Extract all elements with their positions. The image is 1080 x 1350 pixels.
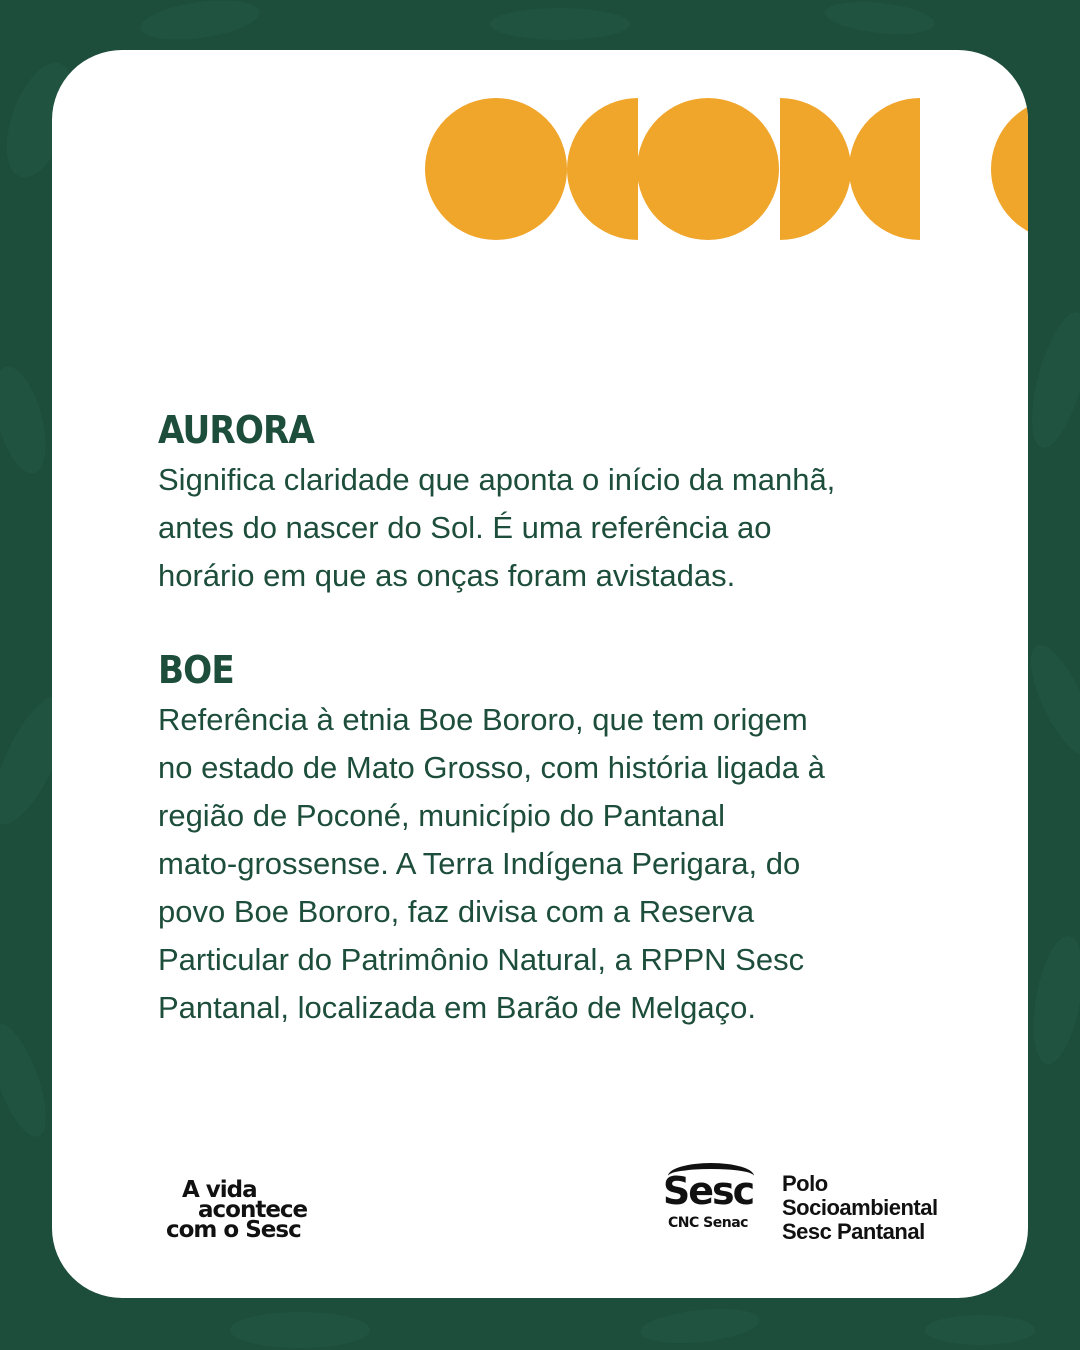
logo-subtitle: CNC Senac xyxy=(668,1215,748,1231)
polo-line: Polo xyxy=(782,1171,828,1196)
polo-label xyxy=(782,1172,938,1244)
content-card xyxy=(52,50,1028,1298)
slogan xyxy=(166,1177,308,1243)
section-boe xyxy=(158,648,918,1032)
accent-half-circle-right xyxy=(780,98,851,240)
slogan-line: com o Sesc xyxy=(166,1217,301,1243)
section-body: Referência à etnia Boe Bororo, que tem origem no estado de Mato Grosso, com história ligada à região de Poconé, município do Pantanal mato-grossense. A Terra Indígena Perigara, do povo Boe Bororo, faz divisa com a Reserva Particular do Patrimônio Natural, a RPPN Sesc Pantanal, localizada em Barão de Melgaço. xyxy=(158,702,825,1025)
accent-circle-edge xyxy=(991,98,1028,240)
polo-line: Sesc Pantanal xyxy=(782,1219,925,1244)
accent-circle-full xyxy=(425,98,567,240)
section-heading: AURORA xyxy=(158,408,315,452)
accent-half-circle-right-2 xyxy=(849,98,920,240)
accent-half-circle-left xyxy=(567,98,638,240)
polo-line: Socioambiental xyxy=(782,1195,938,1220)
slogan-line: A vida xyxy=(182,1177,257,1203)
sesc-logo xyxy=(658,1163,758,1241)
accent-circle-middle xyxy=(637,98,779,240)
section-heading: BOE xyxy=(158,648,234,692)
slogan-line: acontece xyxy=(198,1197,308,1223)
section-aurora xyxy=(158,408,918,600)
decorative-circles xyxy=(52,50,1028,300)
section-body: Significa claridade que aponta o início da manhã, antes do nascer do Sol. É uma referência ao horário em que as onças foram avistadas. xyxy=(158,462,836,593)
logo-wordmark: Sesc xyxy=(662,1169,754,1213)
